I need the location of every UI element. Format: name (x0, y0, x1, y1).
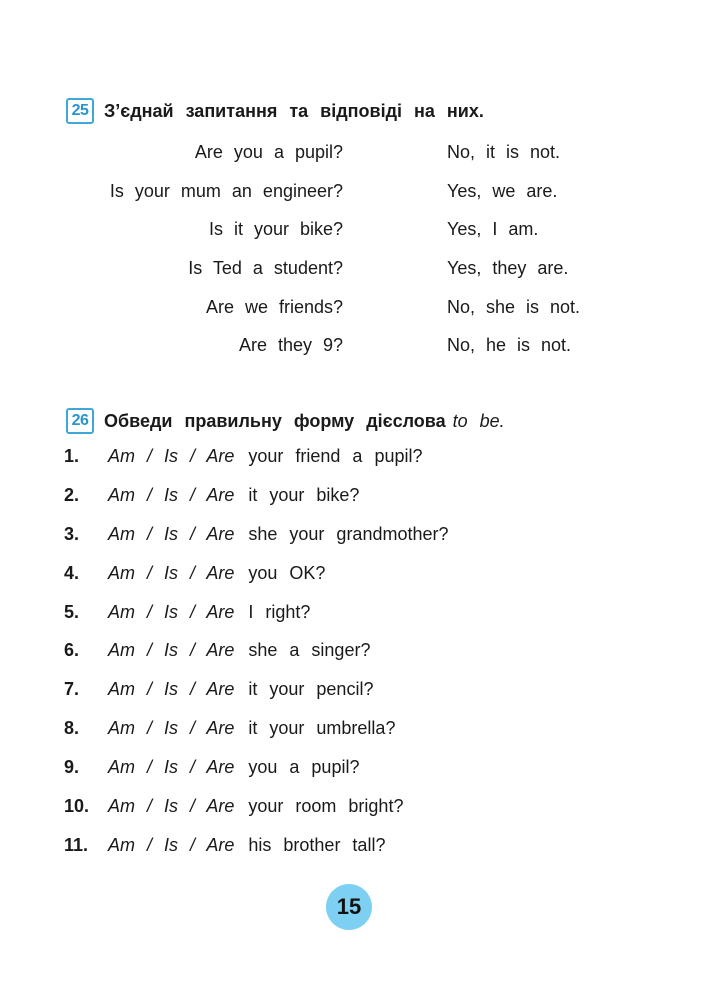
answer: Yes, they are. (447, 258, 569, 279)
page-number: 15 (326, 884, 372, 930)
match-row (0, 177, 720, 216)
exercise-26-title: Обведи правильну форму дієслова (104, 410, 446, 431)
list-item (64, 757, 449, 796)
item-text: his brother tall? (248, 834, 386, 855)
list-item (64, 563, 449, 602)
item-number: 8. (64, 718, 80, 739)
item-text: it your bike? (248, 484, 360, 505)
question: Are we friends? (205, 296, 343, 317)
verb-options[interactable]: Am / Is / Are (108, 601, 235, 622)
verb-options[interactable]: Am / Is / Are (108, 523, 235, 544)
item-number: 9. (64, 757, 80, 778)
item-number: 3. (64, 523, 80, 544)
verb-options[interactable]: Am / Is / Are (108, 562, 235, 583)
item-text: she your grandmother? (248, 523, 449, 544)
answer: Yes, we are. (447, 180, 558, 201)
item-text: it your pencil? (248, 679, 374, 700)
item-number: 10. (64, 796, 90, 817)
verb-options[interactable]: Am / Is / Are (108, 718, 235, 739)
item-text: she a singer? (248, 640, 371, 661)
verb-options[interactable]: Am / Is / Are (108, 679, 235, 700)
match-row (0, 331, 720, 370)
list-item (64, 796, 449, 835)
question: Is Ted a student? (188, 258, 343, 279)
item-number: 7. (64, 679, 80, 700)
exercise-25-title: З’єднай запитання та відповіді на них. (104, 100, 484, 121)
item-text: you a pupil? (248, 757, 360, 778)
verb-options[interactable]: Am / Is / Are (108, 834, 235, 855)
question: Is your mum an engineer? (109, 180, 343, 201)
list-item (64, 446, 449, 485)
match-row (0, 138, 720, 177)
verb-options[interactable]: Am / Is / Are (108, 446, 235, 466)
match-row (0, 293, 720, 332)
answer: Yes, I am. (447, 219, 539, 240)
verb-options[interactable]: Am / Is / Are (108, 796, 235, 817)
exercise-26-header (66, 408, 505, 434)
verb-options[interactable]: Am / Is / Are (108, 484, 235, 505)
match-row (0, 254, 720, 293)
list-item (64, 679, 449, 718)
item-text: it your umbrella? (248, 718, 396, 739)
list-item (64, 640, 449, 679)
matching-table (0, 138, 720, 370)
list-item (64, 602, 449, 641)
verb-options[interactable]: Am / Is / Are (108, 640, 235, 661)
exercise-26-title-italic: to be. (452, 410, 505, 431)
item-number: 4. (64, 562, 80, 583)
item-number: 5. (64, 601, 80, 622)
answer: No, it is not. (447, 142, 561, 162)
answer: No, he is not. (447, 335, 572, 356)
item-number: 11. (64, 834, 89, 855)
list-item (64, 524, 449, 563)
question: Are they 9? (238, 335, 343, 356)
item-text: you OK? (248, 562, 326, 583)
answer: No, she is not. (447, 296, 581, 317)
item-number: 2. (64, 484, 80, 505)
verb-options[interactable]: Am / Is / Are (108, 757, 235, 778)
item-number: 6. (64, 640, 80, 661)
item-text: I right? (248, 601, 311, 622)
match-row (0, 215, 720, 254)
exercise-26-number-badge: 26 (66, 408, 94, 434)
list-item (64, 835, 449, 874)
list-item (64, 718, 449, 757)
item-text: your room bright? (248, 796, 404, 817)
exercise-25-header (66, 98, 484, 124)
exercise-26-list (64, 446, 449, 874)
question: Are you a pupil? (194, 142, 343, 162)
question: Is it your bike? (208, 219, 343, 240)
item-text: your friend a pupil? (248, 446, 423, 466)
exercise-25-number-badge: 25 (66, 98, 94, 124)
item-number: 1. (64, 446, 80, 466)
list-item (64, 485, 449, 524)
